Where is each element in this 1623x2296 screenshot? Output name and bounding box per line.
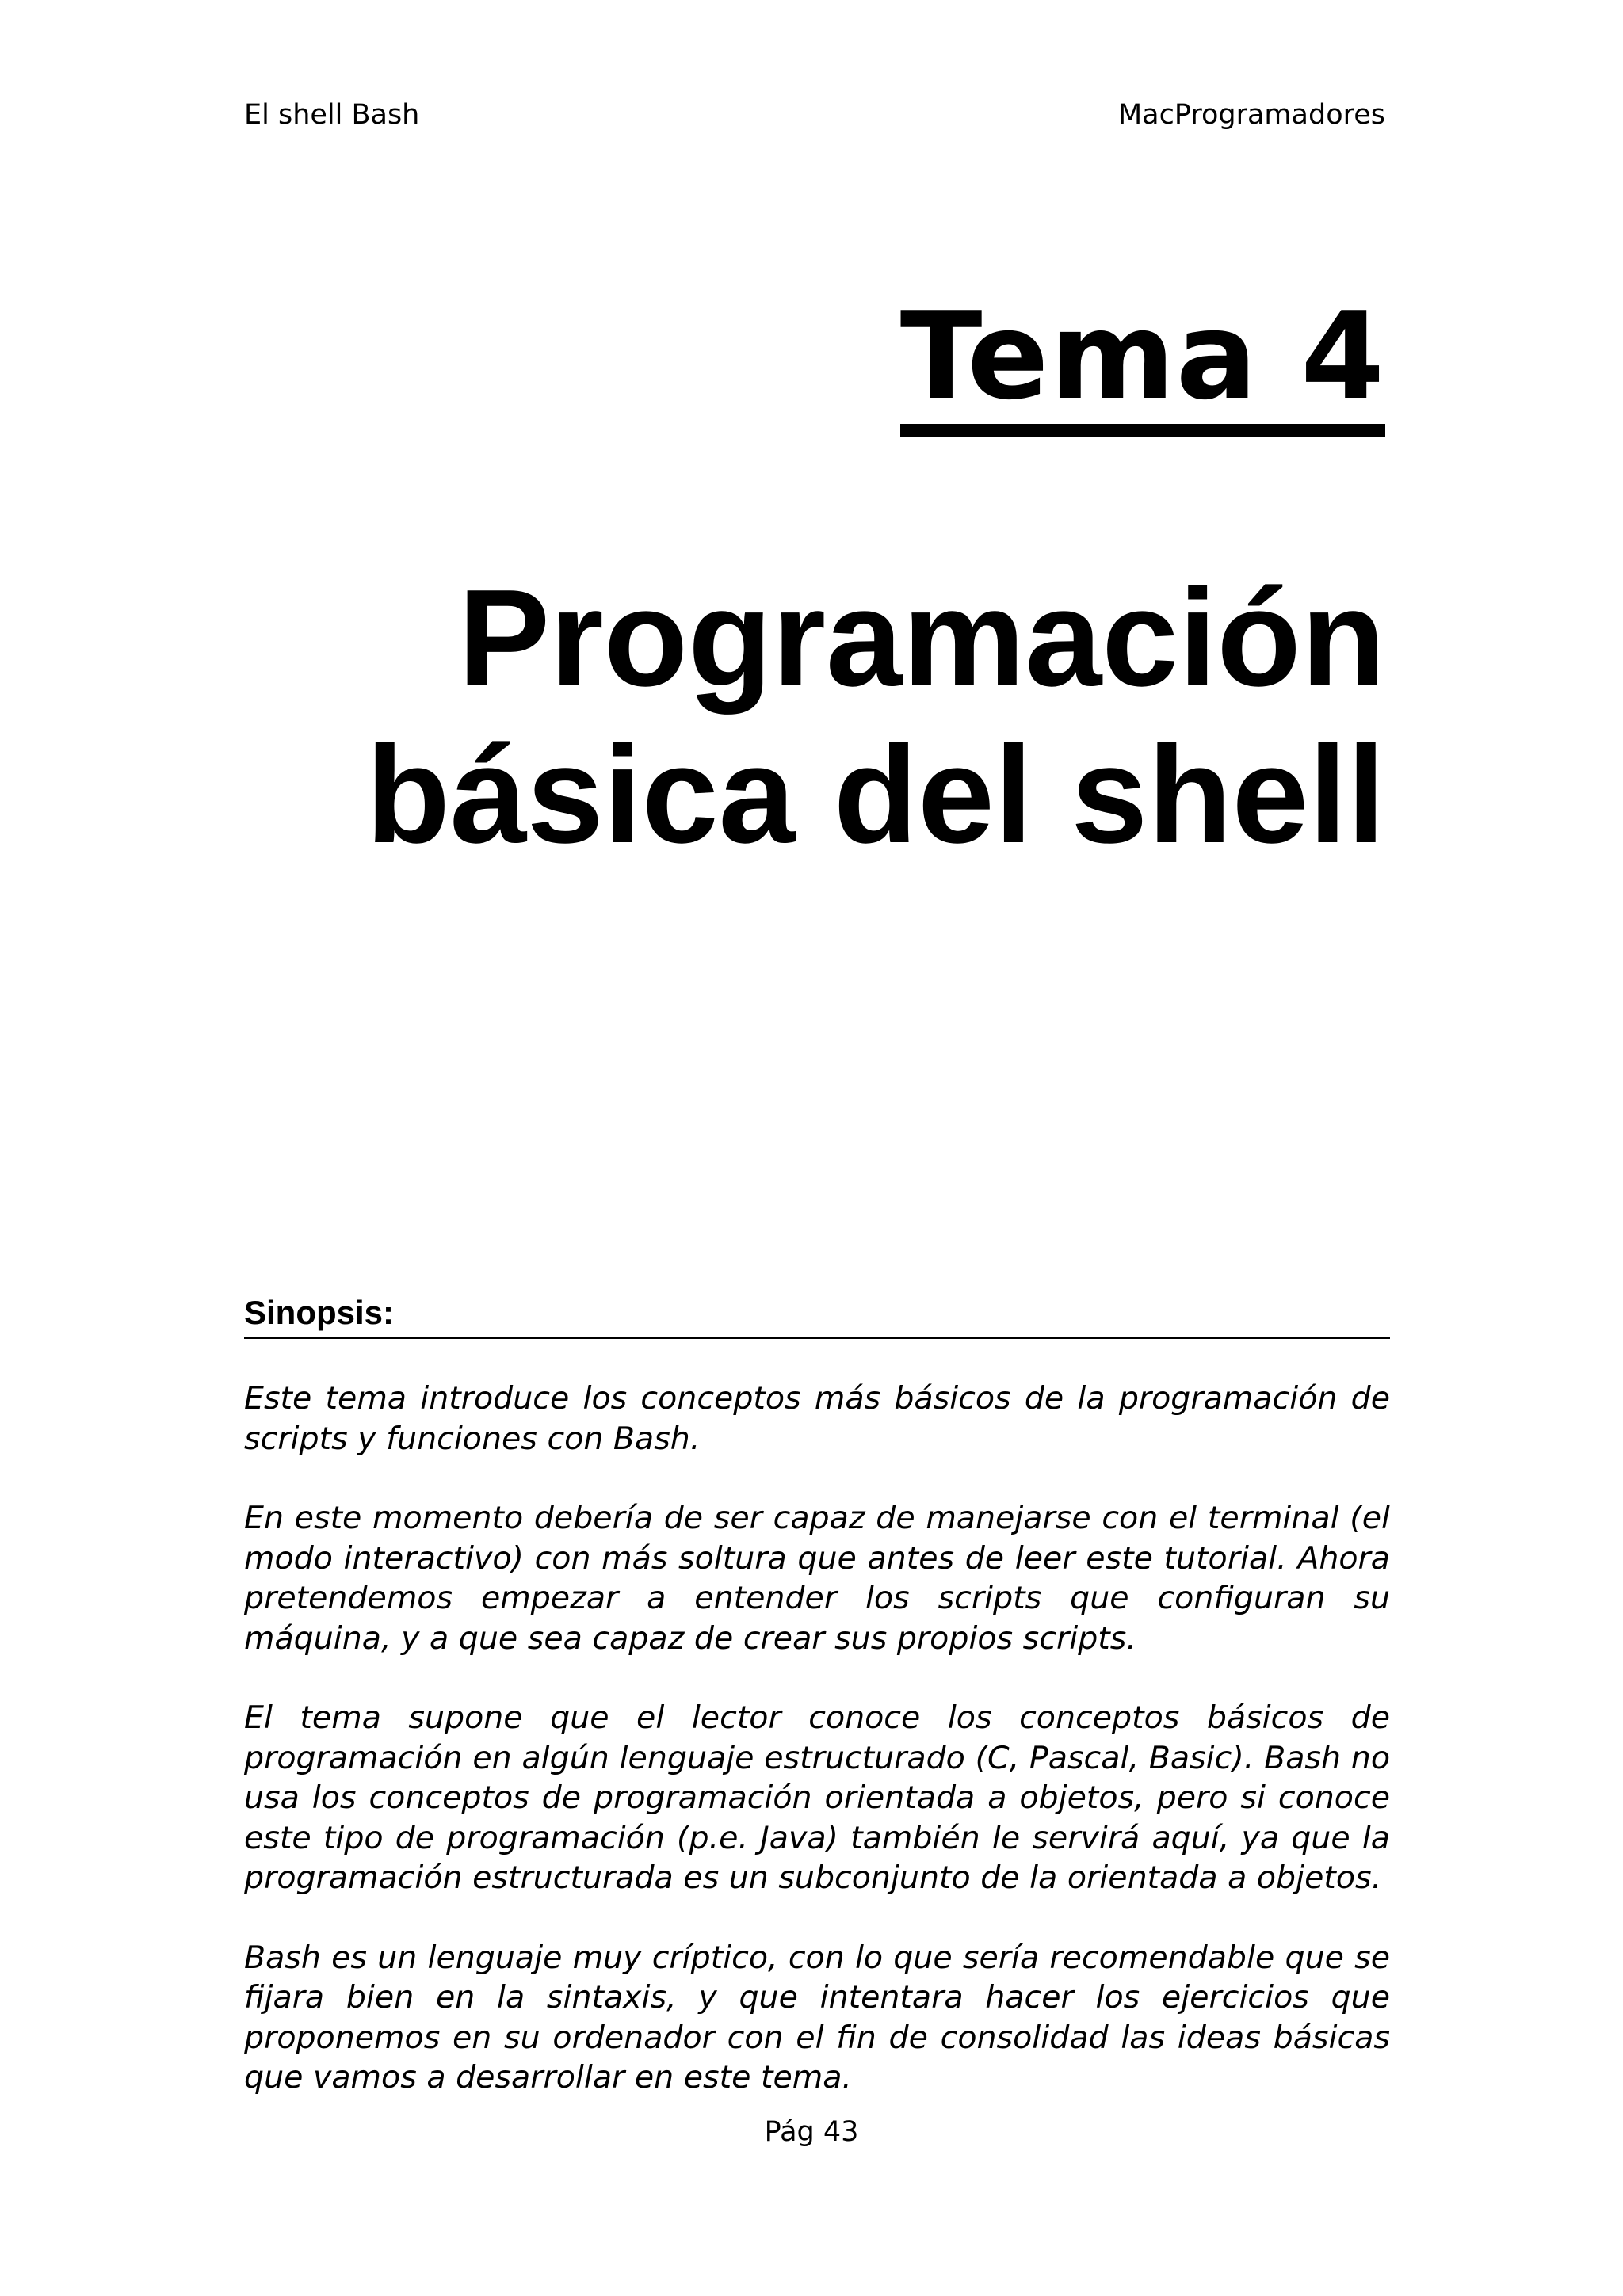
page-number: Pág 43 [764, 2116, 859, 2148]
synopsis-paragraph: Bash es un lenguaje muy críptico, con lo que sería recomendable que se fijara bien en la sintaxis, y que intentara hacer los ejercicios que proponemos en su ordenador con el fin de consolidad las ideas básicas que vamos a desarrollar en este tema. [244, 1939, 1390, 2096]
chapter-title [197, 559, 1385, 873]
running-header-right: MacProgramadores [1117, 99, 1385, 131]
synopsis-body [244, 1379, 1390, 2138]
running-header-left: El shell Bash [244, 99, 420, 131]
synopsis-paragraph: En este momento debería de ser capaz de manejarse con el terminal (el modo interactivo) con más soltura que antes de leer este tutorial. Ahora pretendemos empezar a entender los scripts que configuran su máquina, y a que sea capaz de crear sus propios scripts. [244, 1500, 1390, 1657]
synopsis-paragraph: El tema supone que el lector conoce los conceptos básicos de programación en algún lenguaje estructurado (C, Pascal, Basic). Bash no usa los conceptos de programación orientada a objetos, pero si conoce este tipo de programación (p.e. Java) también le servirá aquí, ya que la programación estructurada es un subconjunto de la orientada a objetos. [244, 1699, 1390, 1896]
synopsis-heading: Sinopsis: [244, 1293, 1390, 1339]
chapter-title-line-1: Programación [458, 560, 1385, 715]
synopsis-paragraph: Este tema introduce los conceptos más básicos de la programación de scripts y funciones con Bash. [244, 1380, 1390, 1457]
chapter-title-line-2: básica del shell [365, 717, 1385, 871]
chapter-number: Tema 4 [900, 289, 1385, 437]
